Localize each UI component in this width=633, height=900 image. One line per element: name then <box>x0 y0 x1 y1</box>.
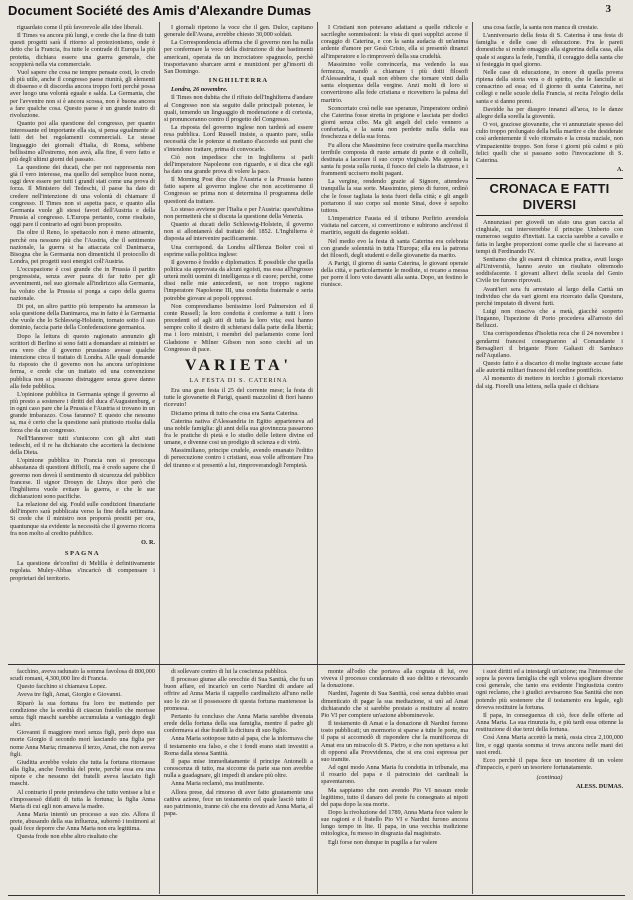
section-heading-varieta: VARIETA' <box>185 356 292 374</box>
paragraph: Egli forse non dunque in pugilla a far valere <box>328 838 438 846</box>
paragraph: La vergine, rendendo grazie al Signore, attendeva tranquilla la sua sorte. Massimino, pieno di furore, ordinò che le fosse tagliata la testa fuori della città; e gli angeli portarono il suo corpo sul monte Sinai, dove è sepolto tuttora. <box>321 178 468 214</box>
paragraph: Giuditta avrebbe voluto che tutta la fortuna ritornasse alla figlia, anche l'eredità del prete, perchè essa era una nipote e che nessuno dei fratelli aveva lasciato figli maschi. <box>10 758 155 788</box>
article-spagna-continued <box>164 24 313 75</box>
paragraph: Il processo giunse alle orecchie di Sua Santità, che fu un buon affare, ed incaricò un certo Nardini di andare ad offrire ad Anna Maria il cappello cardinalizio all'uno nelle suo lo zio se il possessore di questa fortuna mantenesse la promessa. <box>164 676 313 712</box>
paragraph: Il Times va ancora più lungi, e crede che la fine di tutti questi progetti sarà il ritorno al protezionismo, onde è detto che la Francia, fra tutte le contrade di Europa la più protetta, dichiara essere una guerra generale, che scoppierà nella via commerciale. <box>10 32 155 68</box>
feuilleton-column-2 <box>164 668 313 896</box>
paragraph: Il papa, in conseguenza di ciò, fece delle offerte ad Anna Maria. La sua rinunzia fu, e più tardi essa ottenne la restituzione di due terzi della fortuna. <box>476 711 623 734</box>
paragraph: L'opinione pubblica in Germania spinge il governo al più presto a sostenere i diritti del duca d'Augustenburg, e in ogni caso pare che la Prussia e l'Austria si trovano in un grande imbarazzo. Cosa faranno? E questo che nessuno sa, ma è certo che la questione sarà piuttosto risolta dalla forza che da un congresso. <box>10 390 155 434</box>
paragraph: A Parigi, il giorno di santa Caterina, le giovani operaie della città, e particolarmente le modiste, si recano a messa per porre il loro voto davanti alla santa. Dopo, un festino le riunisce. <box>321 260 468 289</box>
article-signature: O. R. <box>141 538 155 546</box>
paragraph: Sconcertato così nelle sue speranze, l'imperatore ordinò che Caterina fosse stretta in prigione e lasciata per dodici giorni senza cibo. Ma gli angeli del cielo vennero a confortarla, e la santa non perdette nulla della sua freschezza e della sua forza. <box>321 104 468 141</box>
paragraph: Dopo la rivoluzione del 1789, Anna Maria fece valere le sue ragioni e il fratello Pio VI e Nardini furono ancora lungo tempo in lite. Il papa, in una vecchia tradizione mitologica, fu messo in disgrazia dal magistrato. <box>321 808 468 838</box>
section-heading-spagna: SPAGNA <box>64 550 101 558</box>
paragraph: Allora prese, dal rimorso di aver fatto giustamente una cattiva azione, fece un testamento col quale lasciò tutto il suo patrimonio, tranne ciò che era dovuto ad Anna Maria, al papa. <box>164 788 313 817</box>
paragraph: Questa frode non ebbe altro risultato che <box>17 833 118 841</box>
paragraph: Il governo è freddo e diplomatico. È possibile che quella politica sia approvata da alcuni egoisti, ma essa all'ingrosso urterà molti uomini di intelligenza e di cuore; perchè, come dissi nelle mie antecedenti, se non troppo ragione l'imperatore Napoleone III, una condotta fraternale e seria potrebbe giovare ai popoli oppressi. <box>164 258 313 302</box>
article-santa-caterina-continued <box>321 24 468 289</box>
paragraph: Nelle case di educazione, in onore di quella povera ripiena della storia vera o di spirito, che le fanciulle si consacrino ad essa; ed il giorno di santa Caterina, nei collegi e nelle scuole della Francia, si recita l'elogio della santa e si danno premi. <box>476 68 623 105</box>
article-spagna <box>10 560 155 581</box>
paragraph: Pertanto fu concluso che Anna Maria sarebbe divenuta erede della fortuna della sua famiglia, mentre il padre gli confermava ai due fratelli la dicitura di suo figlio. <box>164 712 313 735</box>
column-1-top <box>10 24 155 602</box>
paragraph: I giornali ripetono la voce che il gen. Dulce, capitano generale dell'Avana, avrebbe chiesto 30,000 soldati. <box>164 24 313 39</box>
paragraph: Quanto poi alla questione del congresso, per quanto interessante ed importante ella sia, si pensa egualmente al fatti dei bei regolamenti commerciali. Le stesse linguaggio dei giornali d'Italia, di Roma, sebbene bellissimo all'estremo, non avrà, alla fine, il vero fatto e più degli ultimi giorni del passato. <box>10 120 155 163</box>
paragraph: Il Times non dubita che il rifiuto dell'Inghilterra d'andare al Congresso non sia seguito dalle principali potenze, le quali, temendo un linguaggio di moderazione e di cortesia, si pronunceranno contro il progetto del Congresso. <box>164 94 313 123</box>
section-heading-inghilterra: INGHILTERRA <box>208 77 269 85</box>
article-signature: A. <box>616 165 623 173</box>
paragraph: Riparò la sua fortuna fra loro tre mettendo per condizione che la eredità di ciascun fratello che morisse senza figli maschi sarebbe accumulata a vantaggio degli altri. <box>10 699 155 729</box>
paragraph: Annunziasi per giovedì un sfato una gran caccia al cinghiale, cui interverrebbe il principe Umberto con numeroso seguito d'invitati. La caccia sarebbe a cavallo e fatta in larghe proporzioni come quelle che si facevano ai tempi di Ferdinando IV. <box>476 219 623 255</box>
article-france <box>10 24 155 537</box>
watermark: Document Société des Amis d'Alexandre Dumas <box>8 3 312 18</box>
paragraph: Al contrario il prete pretendeva che tutto venisse a lui e s'impossessò difatti di tutta la fortuna; la figlia Anna Maria di cui egli non amava la madre. <box>10 788 155 810</box>
feuilleton-column-4 <box>476 668 623 896</box>
article-cronaca <box>476 219 623 390</box>
column-3-top <box>321 24 468 664</box>
article-correspondence <box>164 244 313 353</box>
paragraph: Massimino volle convincerla, ma vedendo la sua fermezza, mandò a chiamare i più dotti filosofi d'Alessandria, i quali non ebbero che tornare vinti dalla santa eloquenza della vergine. Anzi molti di loro si convertirono alla fede cristiana e ricevettero la palma del martirio. <box>321 60 468 104</box>
paragraph: La risposta del governo inglese non tarderà ad essere resa pubblica. Lord Russell insiste, a quanto pare, sulla necessità che le potenze si mettano d'accordo sui punti che s'intendono trattare, prima di convocarle. <box>164 124 313 153</box>
paragraph: una cosa facile, la santa non manca di crestaie. <box>483 24 599 31</box>
paragraph: Sentiamo che gli esami di chimica pratica, avuti luogo all'Università, hanno avuto un risultato oltremodo soddisfacente. I giovani allievi della scuola del Genio Civile tre furono riprovati. <box>476 255 623 285</box>
paragraph: Una corrispondenza d'Isoletta reca che il 24 novembre i gendarmi francesi consegnarono al Comandante i Bersaglieri il brigante Fiore Galiasti di Sambuco nell'Aquilano. <box>476 330 623 359</box>
paragraph: Il papa mise immediatamente il principe Antonelli a conoscenza di tutto, ma siccome da parte sua non avrebbe nulla a guadagnare, gli impedi di andare più oltre. <box>164 757 313 780</box>
paragraph: Ciò non impedisce che in Inghilterra si parli dell'imperatore Napoleone con riguardo, e si dica che egli ha dato una grande prova di volere la pace. <box>164 153 313 175</box>
column-rule <box>317 22 318 894</box>
paragraph: Massimiliano, principe crudele, avendo emanato l'editto di persecuzione contro i cristiani, essa volle affrontare l'ira del tiranno e si presentò a lui, rimproverandogli l'empietà. <box>164 447 313 469</box>
paragraph: Fu allora che Massimino fece costruire quella macchina terribile composta di ruote armate di punte e di coltelli, destinata a lacerare il suo corpo virginale. Ma appena la santa fu posta sulla ruota, il fuoco del cielo la distrusse, e i frammenti uccisero molti pagani. <box>321 141 468 178</box>
feuilleton-text <box>10 668 155 841</box>
paragraph: La questione dei ducati, che per noi rappresenta non già il vero interesse, ma quello del semplice buon nome, oggi deve essere per tutti i grandi stati come una prova di forza. Il Ministero del Tedeschi, il paese ha dato di credere nell'intenzione di una volontà di chiamare il congresso. Il Times non si aspetta pace, e quanto alla Germania vuole gli stessi favori dell'Austria e della Prussia al congresso. L'Europa pertanto, come risultato, oggi pare il contrario ad ogni buon proposito. <box>10 163 155 229</box>
feuilleton-column-3 <box>321 668 468 896</box>
paragraph: Anna Maria reclamò, ma inutilmente. <box>171 780 265 788</box>
column-4-top <box>476 24 623 664</box>
author-signature: ALESS. DUMAS. <box>576 783 623 791</box>
paragraph: Avant'ieri sera fu arrestato al largo della Carità un individuo che da vari giorni era ricercato dalla Questura, perchè imputato di diversi furti. <box>476 285 623 307</box>
feuilleton-text <box>476 668 623 771</box>
paragraph: I Cristiani non potevano adattarsi a quelle ridicole e sacrileghe sommissioni: la vista di quei supplizi accese il coraggio di Caterina, e con la santa audacia di un'anima ardente d'amore per Gesù Cristo, ella si presentò dinanzi all'imperatore e lo rimproverò della sua crudeltà. <box>321 24 468 60</box>
article-inghilterra <box>164 94 313 242</box>
paragraph: Questo fatto è a discarico di molte ingiuste accuse fatte alle autorità militari francesi del confine pontificio. <box>476 360 623 375</box>
page-number: 3 <box>605 3 611 15</box>
article-santa-caterina-end <box>476 24 623 164</box>
column-rule <box>159 22 160 894</box>
paragraph: facchino, aveva radunato la somma favolosa di 800,000 scudi romani, 4,300,000 lire di Francia. <box>10 668 155 683</box>
paragraph: Diciamo prima di tutto che cosa era Santa Caterina. <box>171 409 299 417</box>
paragraph: Aveva tre figli, Amat, Giorgio e Giovanni. <box>17 691 122 699</box>
paragraph: Il testamento di Amat e la donazione di Nardini furono tosto pubblicati; un mormorio si sparse a tutte le porte, ma il papa si accomodò di rispondere che la munificenza di Amat era un miracolo di S. Pietro, e che non spettava a lui di opporsi alla Provvidenza, che si era così espressa per suo tramite. <box>321 720 468 763</box>
continued-note: (continua) <box>536 774 563 782</box>
paragraph: riguardato come il più favorevole alle idee liberali. <box>17 24 143 31</box>
feuilleton-text <box>321 668 468 846</box>
paragraph: Ma sappiamo che non avendo Pio VI nessun erede legittimo, tutto il danaro del prete fu consegnato ai nipoti del papa dopo la sua morte. <box>321 786 468 808</box>
paragraph: Vuol sapere che cosa ne tempre pensate costi, lo credo di più utile, anche il congresso paese riunirà, gli elementi di dissenso e di discordia ancora troppo forti perchè possa aver luogo una volontà eguale e salda. La Germania, che per l'avvenire non si è ancora scossa, non è buona ancora a fare qualche cosa. Questo paese è un grande teatro di rivoluzione. <box>10 68 155 119</box>
paragraph: Al momento di mettere in torchio i giornali riceviamo dal sig. Fiorelli una lettera, nella quale ci dichiara <box>476 375 623 390</box>
paragraph: L'anniversario della festa di S. Caterina è una festa di famiglia e delle case di educazione. Fra le pareti domestiche si rende omaggio alla signorina della casa, alla quale si augura la fede, l'umiltà, il coraggio della santa che si festeggia in quel giorno. <box>476 32 623 68</box>
paragraph: Nardini, l'agente di Sua Santità, così senza dubbio erasi dimenticato di pagar la sua mediazione, si unì ad Amat dichiarando che si sarebbe prestato a restituire al nostro Pio VI per compiere un'azione abbominevole. <box>321 690 468 719</box>
paragraph: Da oltre il Reno, lo spettacolo non è meno attraente, perchè ora nessuno più che l'Austria, che il sentimento nazionale, la guerra si ha attaccata col Danimarca, Bisogna che la Germania non dimentichi il protocollo di Londra, pei progetti suoi energici coll'Austria. <box>10 229 155 265</box>
paragraph: Lo stesso avviene per l'Italia e per l'Austria: quest'ultima non permetterà che si discuta la questione della Venezia. <box>164 205 313 220</box>
paragraph: O voi, graziose giovanette, che vi annunziate spesso del culto troppo prolungato della bella martire e che desiderate così ardentemente il velo ritornato e la cresta nuziale, non v'impazientite troppo. Son forse i giorni più calmi e più felici quelli che si passano sotto l'invocazione di S. Caterina. <box>476 121 623 164</box>
paragraph: Anna Maria sottopose tutto al papa, che la informava che il testamento era falso, e che i fondi erano stati investiti a Roma dalla stessa Santità. <box>164 735 313 757</box>
paragraph: L'opinione pubblica in Francia non si preoccupa abbastanza di questioni difficili, ma è credo sapere che il governo non dovrà il sentimento di sicurezza del pubblico francese. Il signor Drouyn de Lhuys dice però che l'Inghilterra vuole evitare la guerra, e che le sue dichiarazioni sono pacifiche. <box>10 457 155 500</box>
paragraph: Questo facchino si chiamava Lopez. <box>17 683 107 691</box>
article-title-festa: LA FESTA DI S. CATERINA <box>189 376 288 384</box>
paragraph: Quanto ai ducati dello Schleswig-Holstein, il governo non si allontanerà dal trattato del 1852. L'Inghilterra è disposta ad intervenire pacificamente. <box>164 221 313 243</box>
paragraph: Era una gran festa il 25 del corrente mese; la festa di tutte le giovanette di Parigi, quanti mazzolini di fiori hanno ricevuto! <box>164 387 313 409</box>
paragraph: monte all'odio che portava alla cognata di lui, ove viveva il processo condannato di suo delitto e rievocando la donazione. <box>321 668 468 690</box>
paragraph: di sollevare contro di lui la coscienza pubblica. <box>171 668 288 675</box>
paragraph: L'imperatrice Fausta ed il tribuno Porfirio avendola visitata nel carcere, si convertirono e subirono anch'essi il martirio, seguiti da dugento soldati. <box>321 215 468 237</box>
paragraph: Nell'Hannover tutti s'uniscono con gli altri stati tedeschi, ed il re ha dichiarato che accetterà la decisione della Dieta. <box>10 434 155 457</box>
paragraph: Anna Maria intentò un processo a suo zio. Allora il prete, abusando della sua influenza, subornò i testimoni ai quali fece deporre che Anna Maria non era legittima. <box>10 810 155 833</box>
section-divider <box>8 664 625 665</box>
article-santa-caterina <box>164 387 313 469</box>
paragraph: Giovanni il maggiore morì senza figli, però dopo sua morte Giorgio il secondo morì lasciando una figlia per nome Anna Maria; rimaneva il terzo, Amat, che non aveva figli. <box>10 729 155 758</box>
paragraph: i suoi diritti ed a intestargli un'azione; ma l'interesse che sopra la povera famiglia che egli voleva spogliare divenne così generale, che tanto era evidente l'ingiustizia contro ogni reclamo, che i giudici avvisarono Sua Santità che non potendo più sostenere che il testamento era legale, egli doveva restituire la fortuna. <box>476 668 623 711</box>
column-2-top <box>164 24 313 664</box>
section-heading-cronaca: CRONACA E FATTI DIVERSI <box>476 178 623 216</box>
paragraph: Il Morning Post dice che l'Austria e la Prussia hanno fatto sapere al governo inglese che non accetteranno il Congresso se prima non si determina il programma delle questioni da trattare. <box>164 176 313 205</box>
paragraph: L'occupazione è cosi grande che in Prussia il partito progressista, senza aver paura di far tutto per gli avvenimenti, nel suo giornale all'indirizzo alla Germania, ha voluto che la Prussia si ponga a capo della guerra nazionale. <box>10 266 155 302</box>
paragraph: Così Anna Maria accettò la metà, ossia circa 2,100,000 lire, e oggi questa somma si trova ancora nelle mani dei suoi eredi. <box>476 734 623 756</box>
paragraph: Dopo la lettura di questo ragionato annunzio gli scrittori di Berlino si sono fatti a domandare ai ministri se era vero che il governo prussiano avesse qualche intenzione circa il trattato di Londra. Alle quali domande fu risposto che il governo non ha ancora un'opinione ferma, e crede che un trattato ed una convenzione pubblica non si possono distruggere senza grave danno alla fede pubblica. <box>10 332 155 390</box>
paragraph: La relazione del sig. Fould sulle condizioni finanziarie dell'impero sarà pubblicata verso la fine della settimana. Si crede che il ministro non proporrà prestiti per ora, quantunque sia evidente la necessità che il governo ricorra fra non molto al credito pubblico. <box>10 501 155 537</box>
paragraph: La questione de'confini di Melilla è definitivamente regolata. Muley-Abbas s'incaricò di compensare i proprietari del territorio. <box>10 560 155 582</box>
dateline: Londra, 26 novembre. <box>171 86 228 94</box>
paragraph: Caterina nativa d'Alessandria in Egitto apparteneva ad una nobile famiglia: gli anni della sua giovinezza passarono fra le pratiche di pietà e lo studio delle lettere divine ed umane, e divenne cosi un prodigio di scienza e di virtù. <box>164 417 313 447</box>
paragraph: La Correspondencia afferma che il governo non ha nulla per confermare la voce della distruzione di due bastimenti americani, operata da un incrociatore spagnuolo, perchè trasportavano sbarcare armi e munizioni per gl'insorti di San Domingo. <box>164 39 313 75</box>
paragraph: Di poi, un altro partito più temperato ha ammesso la sola questione della Danimarca, ma in fatto è la Germania che vuole che lo Schleswig-Holstein, tornato sotto il suo dominio, faccia parte della Confederazione germanica. <box>10 302 155 332</box>
paragraph: Non comprendiamo benissimo lord Palmerston ed il conte Russell; la loro condotta è conforme a tutti i loro precedenti ed agli atti di tutta la loro vita; essi hanno sempre colto il destro di schierarsi dalla parte della libertà; ma i loro ministri, i membri del parlamento come lord Gladstone e Milner Gibson non sono ciechi ad un Congresso di pace. <box>164 302 313 353</box>
paragraph: Luigi non riusciva che a metà, giacchè scoperto l'inganno, l'ispezione di Porto procedeva all'arresto del Belluzzi. <box>476 308 623 330</box>
feuilleton-column-1 <box>10 668 155 896</box>
paragraph: Nel medio evo la festa di santa Caterina era celebrata con grande solennità in tutta l'Europa; ella era la patrona dei filosofi, degli studenti e delle giovanette da marito. <box>321 237 468 259</box>
paragraph: Ecco perchè il papa fece un tesoriere di un volere d'impaccio, e però un tesoriere fortunatamente. <box>476 756 623 772</box>
paragraph: Davidde ha per diaspro innanzi all'arca, io le danze allegre della sorella la gioventù. <box>476 105 623 120</box>
feuilleton-text <box>164 668 313 817</box>
paragraph: Ad ogni modo Anna Maria fu condotta in tribunale, ma il rosario del papa e il patrocinio dei cardinali la spaventarono. <box>321 764 468 786</box>
paragraph: Una corrispond. da Londra all'Ilenza Bolter così si esprime sulla politica inglese: <box>164 243 313 258</box>
column-rule <box>472 22 473 894</box>
